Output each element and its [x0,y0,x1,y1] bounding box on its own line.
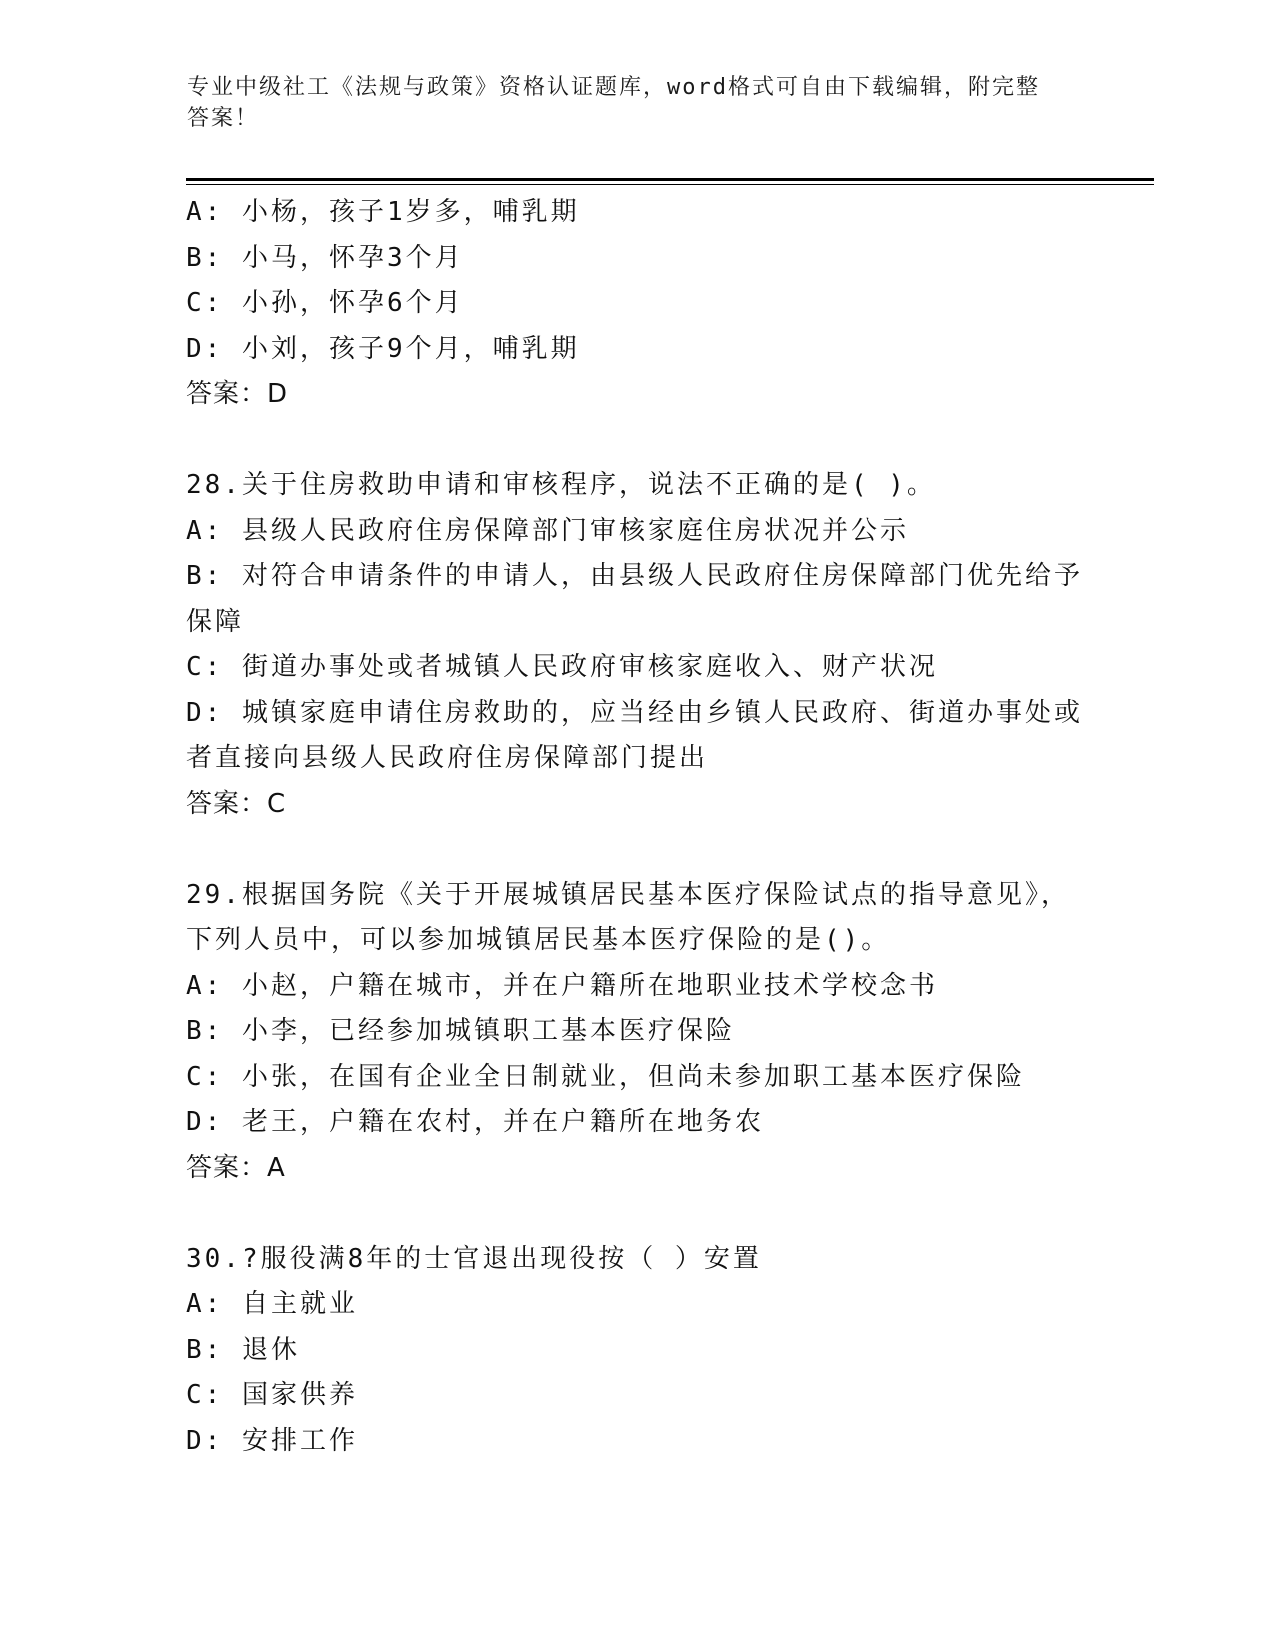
question-text: 30.?服役满8年的士官退出现役按（ ）安置 [186,1243,762,1274]
option-c: C: 街道办事处或者城镇人民政府审核家庭收入、财产状况 [186,652,938,682]
option-b-line-2: 保障 [186,606,245,637]
option-b: B: 退休 [186,1334,300,1365]
question-27-continued [186,190,1086,418]
question-list [186,190,1086,1464]
option-d: D: 小刘，孩子9个月，哺乳期 [186,333,580,364]
header-line-1: 专业中级社工《法规与政策》资格认证题库，word格式可自由下载编辑，附完整 [187,75,1040,100]
option-b: B: 小李，已经参加城镇职工基本医疗保险 [186,1016,735,1046]
header-rule-thick [186,178,1154,181]
question-30 [186,1237,1086,1465]
document-header [187,72,1067,134]
option-c: C: 国家供养 [186,1380,358,1410]
header-line-2: 答案！ [187,106,260,131]
option-d-line-2: 者直接向县级人民政府住房保障部门提出 [186,743,709,773]
option-d: D: 老王，户籍在农村，并在户籍所在地务农 [186,1107,764,1137]
answer-label: 答案：C [186,788,287,819]
question-29 [186,873,1086,1192]
question-text-line-1: 29.根据国务院《关于开展城镇居民基本医疗保险试点的指导意见》， [186,879,1070,910]
option-b: B: 小马，怀孕3个月 [186,242,464,273]
question-text: 28.关于住房救助申请和审核程序，说法不正确的是( )。 [186,470,936,500]
option-d: D: 安排工作 [186,1425,358,1456]
answer-label: 答案：D [186,379,289,409]
answer-label: 答案：A [186,1152,286,1183]
option-a: A: 自主就业 [186,1289,358,1319]
option-a: A: 小赵，户籍在城市，并在户籍所在地职业技术学校念书 [186,970,938,1001]
option-d-line-1: D: 城镇家庭申请住房救助的，应当经由乡镇人民政府、街道办事处或 [186,697,1083,728]
option-b-line-1: B: 对符合申请条件的申请人，由县级人民政府住房保障部门优先给予 [186,561,1083,591]
option-c: C: 小孙，怀孕6个月 [186,288,464,318]
spacer [186,827,1086,873]
header-rule-thin [186,184,1154,185]
spacer [186,418,1086,464]
option-a: A: 小杨，孩子1岁多，哺乳期 [186,197,580,227]
option-a: A: 县级人民政府住房保障部门审核家庭住房状况并公示 [186,515,909,546]
spacer [186,1191,1086,1237]
question-28 [186,463,1086,827]
option-c: C: 小张，在国有企业全日制就业，但尚未参加职工基本医疗保险 [186,1061,1025,1092]
question-text-line-2: 下列人员中，可以参加城镇居民基本医疗保险的是()。 [186,925,891,955]
